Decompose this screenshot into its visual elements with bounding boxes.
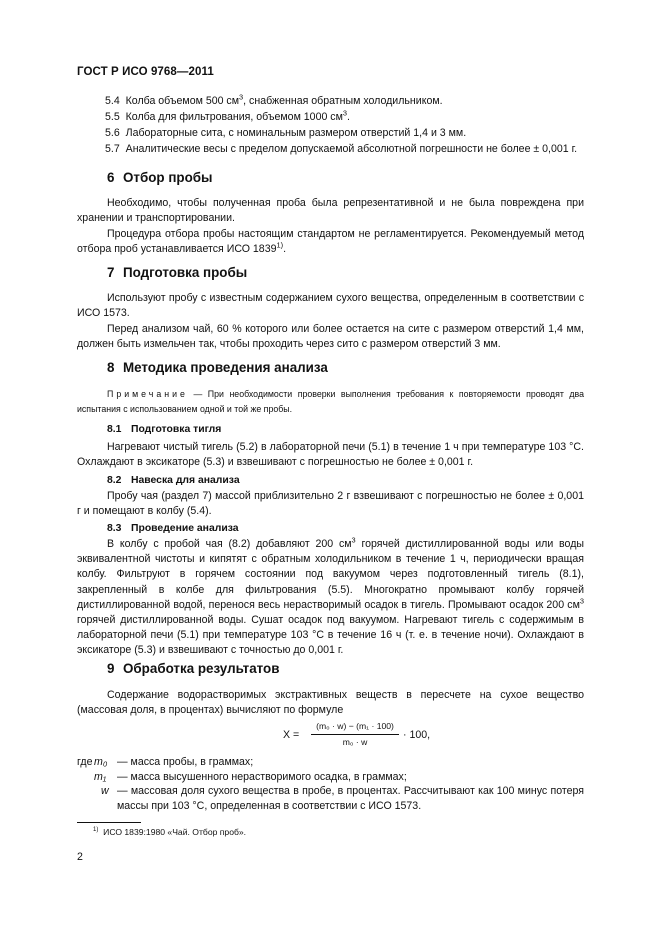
formula-definitions [77,755,584,813]
subsection-8-2-text: Пробу чая (раздел 7) массой приблизительно 2 г взвешивают с погрешностью не более ± 0,001 г и помещают в колбу (5.4). [77,490,584,518]
section-6-paragraph-1: Необходимо, чтобы полученная проба была репрезентативной и не была повреждена при хранении и транспортировании. [77,197,584,225]
subsection-8-1-heading: 8.1 Подготовка тигля [107,424,222,435]
formula: X = (m₀ · w) − (m₁ · 100) m₀ · w · 100, [283,721,431,747]
section-9-heading: 9 Обработка результатов [107,661,280,676]
fraction-bar [311,734,399,735]
equipment-item-5-5: 5.5 Колба для фильтрования, объемом 1000 $см^3$. [105,108,350,123]
equipment-item-5-7: 5.7 Аналитические весы с пределом допускаемой абсолютной погрешности не более ± 0,001 г. [105,143,578,155]
footnote-separator [77,822,141,823]
page-number: 2 [77,851,83,863]
equipment-item-5-6: 5.6 Лабораторные сита, с номинальным размером отверстий 1,4 и 3 мм. [105,127,467,139]
subsection-8-2-heading: 8.2 Навеска для анализа [107,475,240,486]
document-header: ГОСТ Р ИСО 9768—2011 [77,66,214,78]
definition-w: w — массовая доля сухого вещества в пробе, в процентах. Рассчитывают как 100 минус потеря массы при 103 °С, определенная в соответствии с ИСО 1573. [101,785,584,812]
section-7-heading: 7 Подготовка пробы [107,265,248,280]
section-7-paragraph-2: Перед анализом чай, 60 % которого или более остается на сите с размером отверстий 1,4 мм, должен быть измельчен так, чтобы проходить через сито с размером отверстий 3 мм. [77,323,584,351]
subsection-8-1-text: Нагревают чистый тигель (5.2) в лабораторной печи (5.1) в течение 1 ч при температуре 103 °С. Охлаждают в эксикаторе (5.3) и взвешивают с погрешностью не более ± 0,001 г. [77,441,584,469]
section-8-note: Примечание — При необходимости проверки выполнения требования к повторяемости проводят два испытания с использованием одной и той же пробы. [77,389,584,414]
equipment-item-5-4: 5.4 Колба объемом 500 $см^3$, снабженная обратным холодильником. [105,92,443,107]
definition-m1: m₁ — масса высушенного нерастворимого осадка, в граммах; [94,770,407,783]
section-6-heading: 6 Отбор пробы [107,170,213,185]
subsection-8-3-heading: 8.3 Проведение анализа [107,523,239,534]
subsection-8-3-text: В колбу с пробой чая (8.2) добавляют 200 $см^3$ горячей дистиллированной воды или воды эквивалентной чистоты и кипятят с обратным холодильником в течение 1 ч, периодически вращая колбу. Фильтруют в горячем состоянии под вакуумом через подготовленный тигель (8.1), закрепленный в колбе для фильтрования (5.5). Многократно промывают колбу горячей дистиллированной водой, перенося весь нерастворимый осадок в тигель. Промывают осадок 200 $см^3$ горячей дистиллированной воды. Сушат осадок под вакуумом. Нагревают тигель с содержимым в лабораторной печи (5.1) при температуре 103 °С в течение 16 ч (т. е. в течение ночи). Охлаждают в эксикаторе (5.3) и взвешивают с точностью до 0,001 г. [77,535,584,657]
formula-fraction: (m₀ · w) − (m₁ · 100) m₀ · w [311,721,399,747]
section-9-paragraph-1: Содержание водорастворимых экстрактивных веществ в пересчете на сухое вещество (массовая доля, в процентах) вычисляют по формуле [77,689,584,717]
section-7-paragraph-1: Используют пробу с известным содержанием сухого вещества, определенным в соответствии с ИСО 1573. [77,292,584,320]
section-8-heading: 8 Методика проведения анализа [107,360,328,375]
section-6-paragraph-2: Процедура отбора пробы настоящим стандартом не регламентируется. Рекомендуемый метод отбора проб устанавливается ИСО 1839$^{1)}$. [77,228,584,256]
footnote: $^{1)}$ ИСО 1839:1980 «Чай. Отбор проб». [93,827,247,837]
definition-m0: где m₀ — масса пробы, в граммах; [77,756,254,768]
